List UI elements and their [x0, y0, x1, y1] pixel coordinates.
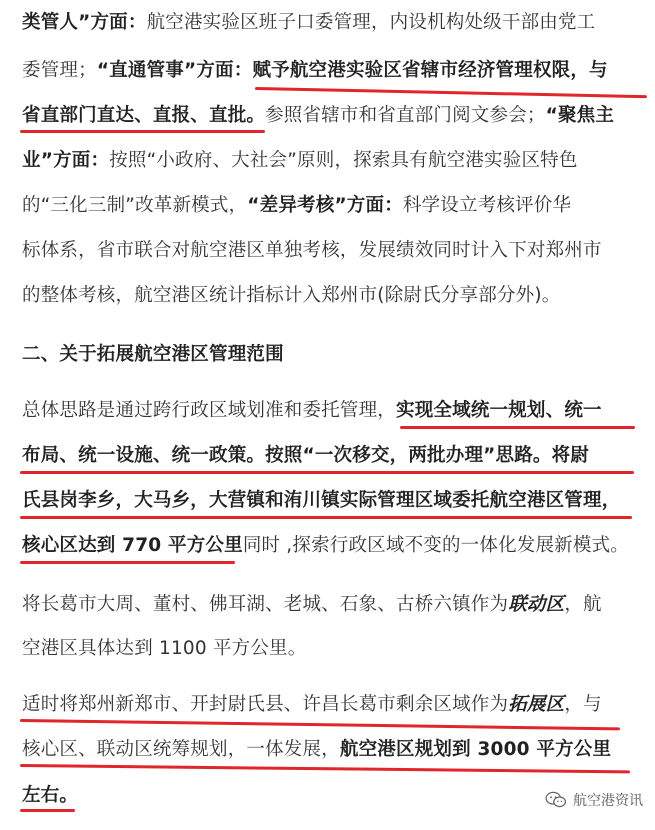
red-underline	[255, 87, 647, 98]
p2-line-4: 核心区达到 770 平方公里同时 ,探索行政区域不变的一体化发展新模式。	[22, 535, 629, 556]
p1-line-4: 业”方面：按照“小政府、大社会”原则，探索具有航空港实验区特色	[22, 150, 578, 171]
red-underline	[20, 471, 634, 474]
label-management-aspect: 类管人”方面：	[22, 12, 147, 33]
highlight-direct-report: 省直部门直达、直报、直批。	[22, 105, 266, 126]
highlight-core-area: 核心区达到 770 平方公里	[22, 535, 243, 556]
p2-line-1: 总体思路是通过跨行政区域划准和委托管理，实现全域统一规划、统一	[22, 400, 602, 421]
p1-line-6: 标体系，省市联合对航空港区单独考核，发展绩效同时计入下对郑州市	[22, 240, 602, 261]
red-underline	[20, 809, 75, 812]
red-underline	[20, 561, 235, 564]
p1-line-5: 的“三化三制”改革新模式，“差异考核”方面：科学设立考核评价华	[22, 195, 572, 216]
p3-line-1: 将长葛市大周、董村、佛耳湖、老城、石象、古桥六镇作为联动区，航	[22, 594, 602, 615]
highlight-3000-km2: 航空港区规划到 3000 平方公里	[339, 739, 612, 760]
wechat-icon	[545, 791, 567, 809]
red-underline	[20, 719, 620, 730]
label-direct-management: “直通管事”方面：	[96, 60, 253, 81]
term-linkage-zone: 联动区	[508, 594, 565, 615]
highlight-economic-authority: 赋予航空港实验区省辖市经济管理权限，与	[252, 60, 608, 81]
watermark-label: 航空港资讯	[573, 793, 643, 809]
p3-line-2: 空港区具体达到 1100 平方公里。	[22, 638, 307, 659]
p4-line-1: 适时将郑州新郑市、开封尉氏县、许昌长葛市剩余区域作为拓展区，与	[22, 694, 602, 715]
term-expansion-zone: 拓展区	[508, 694, 565, 715]
p1-line-1: 类管人”方面：航空港实验区班子口委管理，内设机构处级干部由党工	[22, 12, 596, 33]
red-underline	[20, 764, 630, 773]
red-underline	[20, 130, 265, 133]
p2-line-2: 布局、统一设施、统一政策。按照“一次移交，两批办理”思路。将尉	[22, 445, 590, 466]
red-underline	[400, 426, 635, 429]
p1-line-7: 的整体考核，航空港区统计指标计入郑州市(除尉氏分享部分外)。	[22, 285, 561, 306]
watermark	[545, 790, 643, 810]
p1-line-3: 省直部门直达、直报、直批。参照省辖市和省直部门阅文参会；“聚焦主	[22, 105, 615, 126]
p4-line-2: 核心区、联动区统筹规划，一体发展，航空港区规划到 3000 平方公里	[22, 739, 612, 760]
highlight-unified-planning: 实现全域统一规划、统一	[396, 400, 602, 421]
label-focus-main: “聚焦主	[545, 105, 615, 126]
red-underline	[20, 516, 632, 519]
label-differential-assessment: “差异考核”方面：	[247, 195, 403, 216]
p2-line-3: 氏县岗李乡，大马乡，大营镇和洧川镇实际管理区域委托航空港区管理，	[22, 490, 621, 511]
section-heading: 二、关于拓展航空港区管理范围	[22, 344, 284, 365]
p4-line-3: 左右。	[22, 785, 79, 806]
p1-line-2: 委管理；“直通管事”方面：赋予航空港实验区省辖市经济管理权限，与	[22, 60, 608, 81]
